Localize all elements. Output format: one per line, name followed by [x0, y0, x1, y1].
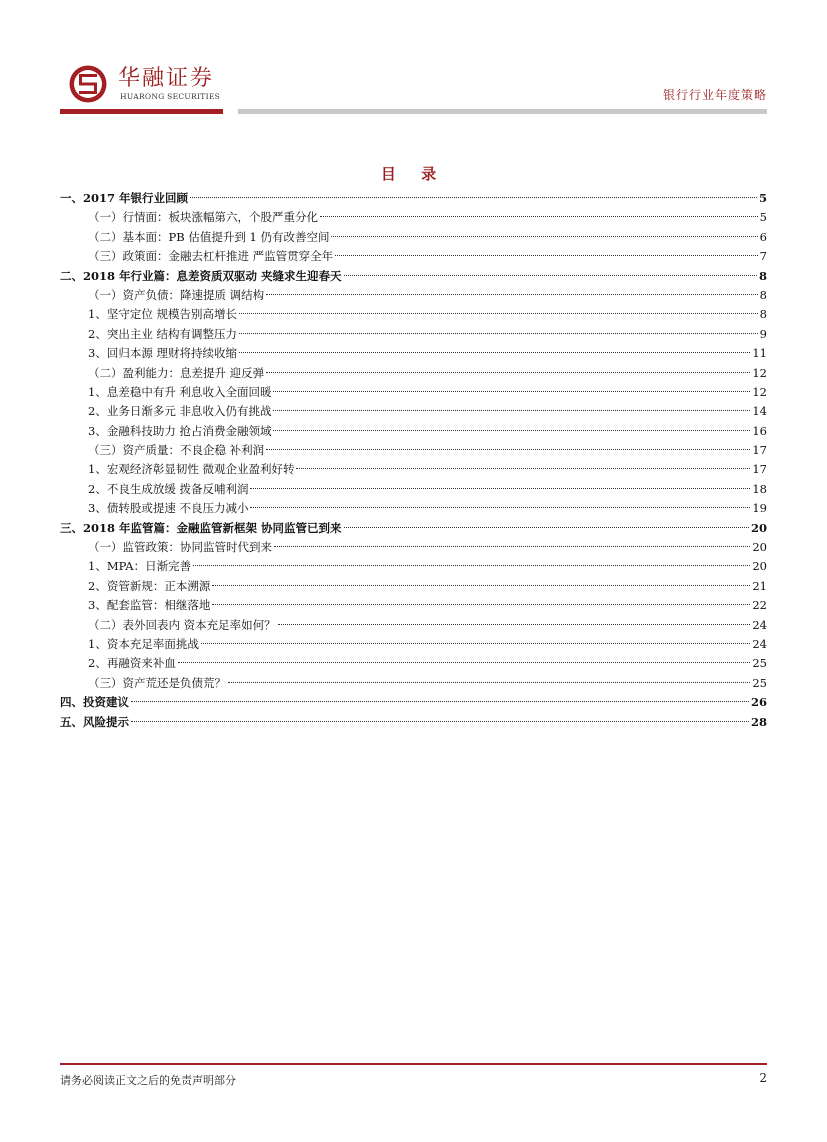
toc-leader-dots [239, 333, 758, 334]
toc-entry[interactable] [60, 557, 767, 576]
toc-entry-label: （三）政策面：金融去杠杆推进 严监管贯穿全年 [88, 249, 334, 264]
toc-entry-label: 2、突出主业 结构有调整压力 [88, 326, 237, 341]
footer-divider [60, 1063, 767, 1065]
toc-entry-page: 6 [759, 229, 767, 244]
toc-leader-dots [331, 236, 757, 237]
toc-leader-dots [273, 410, 750, 411]
toc-entry[interactable] [60, 208, 767, 227]
toc-entry-label: （二）盈利能力：息差提升 迎反弹 [88, 365, 265, 380]
huarong-logo-icon [68, 64, 108, 104]
report-type-label: 银行行业年度策略 [662, 88, 767, 102]
toc-leader-dots [212, 604, 750, 605]
toc-entry[interactable] [60, 305, 767, 324]
toc-entry[interactable] [60, 596, 767, 615]
toc-leader-dots [266, 372, 750, 373]
toc-entry-label: （一）行情面：板块涨幅第六，个股严重分化 [88, 210, 318, 225]
toc-entry-label: 3、债转股或提速 不良压力减小 [88, 501, 249, 516]
toc-entry[interactable] [60, 189, 767, 208]
toc-entry-page: 12 [752, 384, 767, 399]
toc-leader-dots [274, 546, 750, 547]
toc-leader-dots [273, 391, 750, 392]
header-bar-gray [238, 109, 767, 114]
toc-entry-page: 18 [752, 481, 767, 496]
toc-entry[interactable] [60, 247, 767, 266]
toc-entry-page: 9 [759, 326, 767, 341]
toc-entry-page: 21 [752, 578, 767, 593]
toc-entry[interactable] [60, 364, 767, 383]
toc-entry[interactable] [60, 519, 767, 538]
toc-title: 目 录 [380, 165, 447, 183]
toc-leader-dots [178, 662, 751, 663]
toc-entry-page: 14 [752, 404, 767, 419]
toc-entry-label: 一、2017 年银行业回顾 [60, 191, 189, 205]
toc-entry[interactable] [60, 635, 767, 654]
toc-entry-page: 22 [752, 598, 767, 613]
toc-entry-page: 25 [752, 675, 767, 690]
toc-entry-page: 12 [752, 365, 767, 380]
toc-entry-label: 3、回归本源 理财将持续收缩 [88, 346, 237, 361]
toc-entry[interactable] [60, 441, 767, 460]
toc-entry-label: 四、投资建议 [60, 695, 129, 710]
toc-entry-page: 20 [752, 540, 767, 555]
toc-leader-dots [296, 468, 750, 469]
logo-english-name: HUARONG SECURITIES [120, 92, 221, 101]
toc-entry-page: 8 [758, 268, 767, 283]
footer-disclaimer: 请务必阅读正文之后的免责声明部分 [60, 1074, 236, 1087]
toc-entry-label: 二、2018 年行业篇：息差资质双驱动 夹缝求生迎春天 [60, 268, 342, 283]
toc-leader-dots [266, 449, 750, 450]
toc-entry-page: 8 [759, 307, 767, 322]
toc-entry-page: 17 [752, 462, 767, 477]
toc-entry[interactable] [60, 344, 767, 363]
toc-entry[interactable] [60, 538, 767, 557]
toc-leader-dots [239, 313, 758, 314]
toc-entry-page: 20 [750, 520, 767, 535]
toc-entry-label: （二）表外回表内 资本充足率如何？ [88, 617, 276, 632]
toc-leader-dots [131, 701, 749, 702]
toc-entry[interactable] [60, 480, 767, 499]
toc-entry-page: 7 [759, 249, 767, 264]
toc-entry-page: 17 [752, 443, 767, 458]
toc-entry-label: 3、金融科技助力 抢占消费金融领域 [88, 423, 272, 438]
toc-entry[interactable] [60, 286, 767, 305]
toc-entry-page: 19 [752, 501, 767, 516]
toc-entry-label: （一）监管政策：协同监管时代到来 [88, 540, 272, 555]
toc-entry-label: （二）基本面：PB 估值提升到 1 仍有改善空间 [88, 229, 330, 244]
toc-entry[interactable] [60, 460, 767, 479]
toc-entry-label: 2、业务日渐多元 非息收入仍有挑战 [88, 404, 272, 419]
toc-entry[interactable] [60, 422, 767, 441]
toc-entry-label: 1、资本充足率面挑战 [88, 636, 199, 651]
toc-entry-page: 25 [752, 656, 767, 671]
toc-entry-label: 三、2018 年监管篇：金融监管新框架 协同监管已到来 [60, 520, 342, 535]
toc-leader-dots [335, 255, 758, 256]
toc-leader-dots [131, 721, 749, 722]
toc-entry-page: 28 [750, 714, 767, 729]
toc-leader-dots [344, 527, 749, 528]
toc-entry-label: 1、坚守定位 规模告别高增长 [88, 307, 237, 322]
toc-entry-page: 20 [752, 559, 767, 574]
toc-entry-label: 1、宏观经济彰显韧性 微观企业盈利好转 [88, 462, 295, 477]
toc-entry-label: （一）资产负债：降速提质 调结构 [88, 287, 265, 302]
toc-entry-page: 11 [752, 346, 767, 361]
toc-entry-label: 1、息差稳中有升 利息收入全面回暖 [88, 384, 272, 399]
toc-leader-dots [239, 352, 750, 353]
toc-leader-dots [212, 585, 750, 586]
table-of-contents [60, 189, 767, 732]
toc-entry[interactable] [60, 228, 767, 247]
header-bar-red [60, 109, 223, 114]
toc-leader-dots [344, 275, 757, 276]
toc-leader-dots [228, 682, 750, 683]
footer-page-number: 2 [759, 1071, 767, 1085]
toc-entry-label: 3、配套监管：相继落地 [88, 598, 211, 613]
logo-chinese-name: 华融证券 [118, 66, 215, 91]
toc-entry-page: 5 [759, 210, 767, 225]
toc-entry[interactable] [60, 325, 767, 344]
toc-leader-dots [266, 294, 758, 295]
toc-entry-page: 24 [752, 617, 767, 632]
toc-entry-label: 2、资管新规：正本溯源 [88, 578, 211, 593]
toc-entry-label: （三）资产荒还是负债荒？ [88, 675, 226, 690]
toc-entry-label: 2、不良生成放缓 拨备反哺利润 [88, 481, 249, 496]
toc-entry-label: 五、风险提示 [60, 714, 129, 729]
toc-entry[interactable] [60, 693, 767, 712]
toc-entry[interactable] [60, 383, 767, 402]
toc-entry[interactable] [60, 616, 767, 635]
toc-entry-label: （三）资产质量：不良企稳 补利润 [88, 443, 265, 458]
toc-leader-dots [201, 643, 751, 644]
toc-leader-dots [278, 624, 751, 625]
toc-leader-dots [250, 488, 750, 489]
toc-entry-label: 2、再融资来补血 [88, 656, 176, 671]
toc-entry-page: 16 [752, 423, 767, 438]
toc-entry[interactable] [60, 654, 767, 673]
toc-entry[interactable] [60, 267, 767, 286]
toc-leader-dots [273, 430, 750, 431]
toc-entry[interactable] [60, 577, 767, 596]
toc-entry-page: 8 [759, 287, 767, 302]
toc-entry[interactable] [60, 674, 767, 693]
toc-leader-dots [250, 507, 750, 508]
toc-leader-dots [320, 216, 758, 217]
toc-leader-dots [190, 197, 757, 198]
toc-entry-page: 26 [750, 695, 767, 710]
toc-entry[interactable] [60, 713, 767, 732]
toc-leader-dots [193, 565, 750, 566]
toc-entry-page: 5 [758, 191, 767, 205]
toc-entry-label: 1、MPA：日渐完善 [88, 559, 192, 574]
toc-entry[interactable] [60, 499, 767, 518]
toc-entry[interactable] [60, 402, 767, 421]
toc-entry-page: 24 [752, 636, 767, 651]
